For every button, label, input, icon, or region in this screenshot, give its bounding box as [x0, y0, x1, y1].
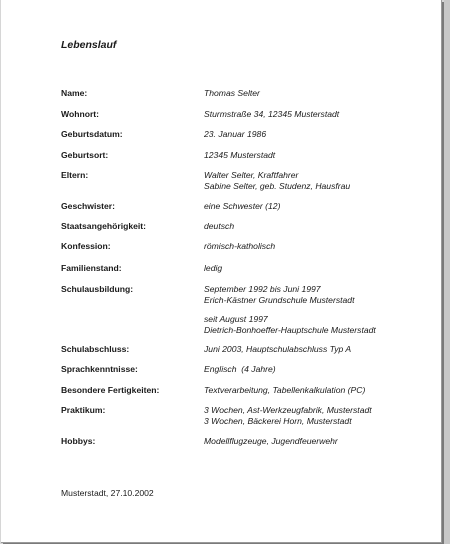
- row-value: [204, 221, 234, 232]
- value-line: Modellflugzeuge, Jugendfeuerwehr: [204, 436, 338, 446]
- row-label: Wohnort:: [61, 109, 100, 119]
- value-line: eine Schwester (12): [204, 201, 281, 211]
- value-line: deutsch: [204, 221, 235, 231]
- row-label: Besondere Fertigkeiten:: [61, 385, 160, 395]
- value-line: Walter Selter, Kraftfahrer: [204, 170, 299, 180]
- row-value: [204, 364, 276, 375]
- value-gap: [204, 305, 376, 314]
- row-label: Schulausbildung:: [61, 284, 134, 294]
- row-label: Staatsangehörigkeit:: [61, 221, 147, 231]
- row-value: [204, 385, 365, 396]
- row-label: Geburtsdatum:: [61, 129, 123, 139]
- value-line: Erich-Kästner Grundschule Musterstadt: [204, 294, 355, 305]
- value-line: römisch-katholisch: [204, 241, 276, 251]
- value-line: 3 Wochen, Ast-Werkzeugfabrik, Musterstadt: [204, 405, 372, 415]
- value-line: Juni 2003, Hauptschulabschluss Typ A: [204, 344, 352, 354]
- row-value: [204, 129, 266, 140]
- row-value: [204, 88, 260, 99]
- row-label: Geschwister:: [61, 201, 115, 211]
- row-value: [204, 436, 338, 447]
- document-title: Lebenslauf: [61, 39, 117, 51]
- value-line: Sturmstraße 34, 12345 Musterstadt: [204, 109, 340, 119]
- document-page: [1, 0, 442, 543]
- value-line: Sabine Selter, geb. Studenz, Hausfrau: [204, 180, 351, 191]
- value-line: ledig: [204, 263, 223, 273]
- row-label: Eltern:: [61, 170, 89, 180]
- row-value: [204, 344, 351, 355]
- value-line: Englisch (4 Jahre): [204, 364, 276, 374]
- row-value: [204, 109, 339, 120]
- row-value: [204, 170, 350, 191]
- value-line: Textverarbeitung, Tabellenkalkulation (PC): [204, 385, 366, 395]
- value-line: Thomas Selter: [204, 88, 260, 98]
- row-label: Familienstand:: [61, 263, 122, 273]
- row-value: [204, 241, 275, 252]
- row-value: [204, 284, 376, 335]
- value-line: 3 Wochen, Bäckerei Horn, Musterstadt: [204, 415, 352, 426]
- row-label: Sprachkenntnisse:: [61, 364, 138, 374]
- value-line: seit August 1997: [204, 314, 268, 324]
- row-value: [204, 150, 275, 161]
- row-label: Name:: [61, 88, 88, 98]
- row-label: Konfession:: [61, 241, 111, 251]
- row-value: [204, 201, 280, 212]
- row-value: [204, 263, 222, 274]
- value-line: 23. Januar 1986: [204, 129, 267, 139]
- row-label: Hobbys:: [61, 436, 96, 446]
- scrollbar[interactable]: [444, 0, 450, 544]
- place-date-footer: Musterstadt, 27.10.2002: [61, 488, 154, 498]
- row-value: [204, 405, 372, 426]
- value-line: 12345 Musterstadt: [204, 150, 276, 160]
- row-label: Praktikum:: [61, 405, 106, 415]
- row-label: Schulabschluss:: [61, 344, 130, 354]
- value-line: Dietrich-Bonhoeffer-Hauptschule Musterstadt: [204, 324, 376, 335]
- value-line: September 1992 bis Juni 1997: [204, 284, 321, 294]
- row-label: Geburtsort:: [61, 150, 109, 160]
